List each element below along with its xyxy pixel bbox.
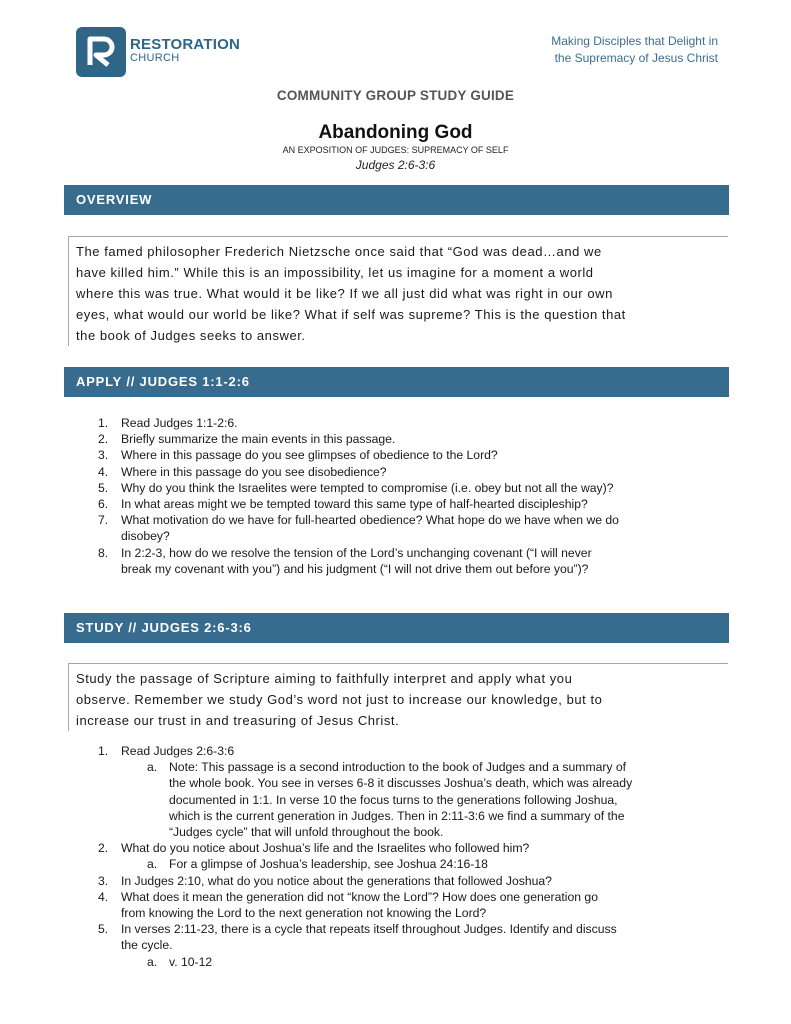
overview-line: the book of Judges seeks to answer. [76,328,306,343]
sub-list [121,856,736,872]
sub-item-text: the whole book. You see in verses 6-8 it discusses Joshua’s death, which was already [169,776,633,791]
sub-list-item [147,759,736,840]
item-text: disobey? [121,529,170,544]
item-number: 3. [98,448,109,463]
sub-item-text: For a glimpse of Joshua’s leadership, see Joshua 24:16-18 [169,857,488,872]
item-text: from knowing the Lord to the next generation not knowing the Lord? [121,906,487,921]
overview-line: where this was true. What would it be like? If we all just did what was right in our own [76,286,613,301]
church-logo [76,27,240,79]
logo-name: RESTORATION [130,36,240,53]
item-text: break my covenant with you”) and his judgment (“I will not drive them out before you”)? [121,561,589,576]
item-text: the cycle. [121,938,173,953]
list-item [96,545,736,577]
item-text: In verses 2:11-23, there is a cycle that repeats itself throughout Judges. Identify and discuss [121,922,617,937]
item-text: Briefly summarize the main events in this passage. [121,432,396,447]
page-title: Abandoning God [318,122,473,143]
apply-header: APPLY // JUDGES 1:1-2:6 [64,367,729,397]
sub-list [121,759,736,840]
item-number: 1. [98,744,109,758]
study-question-list [96,743,736,970]
sub-item-letter: a. [147,857,158,872]
intro-line: Study the passage of Scripture aiming to faithfully interpret and apply what you [76,671,573,686]
study-intro-paragraph [68,663,728,731]
intro-line: increase our trust in and treasuring of Jesus Christ. [76,713,400,728]
item-number: 4. [98,889,109,904]
item-number: 2. [98,841,109,856]
item-text: In Judges 2:10, what do you notice about the generations that followed Joshua? [121,873,552,888]
list-item [96,447,736,463]
sub-list-item [147,954,736,970]
list-item [96,480,736,496]
apply-question-list [96,415,736,577]
item-number: 8. [98,545,109,560]
item-text: In 2:2-3, how do we resolve the tension of the Lord’s unchanging covenant (“I will never [121,545,592,560]
study-header: STUDY // JUDGES 2:6-3:6 [64,613,729,643]
overview-header: OVERVIEW [64,185,729,215]
scripture-reference: Judges 2:6-3:6 [355,158,436,172]
item-number: 4. [98,464,109,479]
sub-item-letter: a. [147,954,158,969]
item-text: Read Judges 2:6-3:6 [121,744,235,758]
list-item [96,512,736,544]
logo-r-icon [76,27,126,77]
guide-title: COMMUNITY GROUP STUDY GUIDE [276,88,515,103]
list-item [96,743,736,840]
sub-list-item [147,856,736,872]
overview-line: The famed philosopher Frederich Nietzsche once said that “God was dead…and we [76,244,602,259]
sub-item-text: “Judges cycle” that will unfold throughout the book. [169,825,444,840]
sub-item-text: v. 10-12 [169,954,213,969]
overview-line: eyes, what would our world be like? What if self was supreme? This is the question that [76,307,626,322]
list-item [96,496,736,512]
overview-paragraph [68,236,728,346]
list-item [96,889,736,921]
item-text: What do you notice about Joshua’s life and the Israelites who followed him? [121,841,530,856]
item-number: 5. [98,922,109,937]
item-text: Where in this passage do you see glimpses of obedience to the Lord? [121,448,498,463]
list-item [96,873,736,889]
item-number: 3. [98,873,109,888]
item-number: 2. [98,432,109,447]
intro-line: observe. Remember we study God’s word not just to increase our knowledge, but to [76,692,603,707]
list-item [96,840,736,872]
sub-list [121,954,736,970]
sub-item-letter: a. [147,760,158,775]
item-number: 6. [98,497,109,512]
item-number: 7. [98,513,109,528]
item-text: Why do you think the Israelites were tempted to compromise (i.e. obey but not all the way)? [121,480,614,495]
sub-item-text: Note: This passage is a second introduction to the book of Judges and a summary of [169,760,627,775]
item-text: Where in this passage do you see disobedience? [121,464,387,479]
tagline [551,33,718,67]
item-text: What motivation do we have for full-hearted obedience? What hope do we have when we do [121,513,619,528]
sub-item-text: which is the current generation in Judges. Then in 2:11-3:6 we find a summary of the [169,808,625,823]
logo-subname: CHURCH [130,52,180,64]
sub-item-text: documented in 1:1. In verse 10 the focus turns to the generations following Joshua, [169,792,618,807]
page-subtitle: AN EXPOSITION OF JUDGES: SUPREMACY OF SELF [282,145,509,155]
item-number: 1. [98,416,109,430]
tagline-line: the Supremacy of Jesus Christ [554,51,718,65]
list-item [96,921,736,970]
list-item [96,415,736,431]
overview-line: have killed him.” While this is an impossibility, let us imagine for a moment a world [76,265,594,280]
item-number: 5. [98,480,109,495]
item-text: In what areas might we be tempted toward this same type of half-hearted discipleship? [121,497,588,512]
tagline-line: Making Disciples that Delight in [551,34,718,48]
list-item [96,464,736,480]
item-text: What does it mean the generation did not “know the Lord”? How does one generation go [121,889,598,904]
item-text: Read Judges 1:1-2:6. [121,416,238,430]
list-item [96,431,736,447]
